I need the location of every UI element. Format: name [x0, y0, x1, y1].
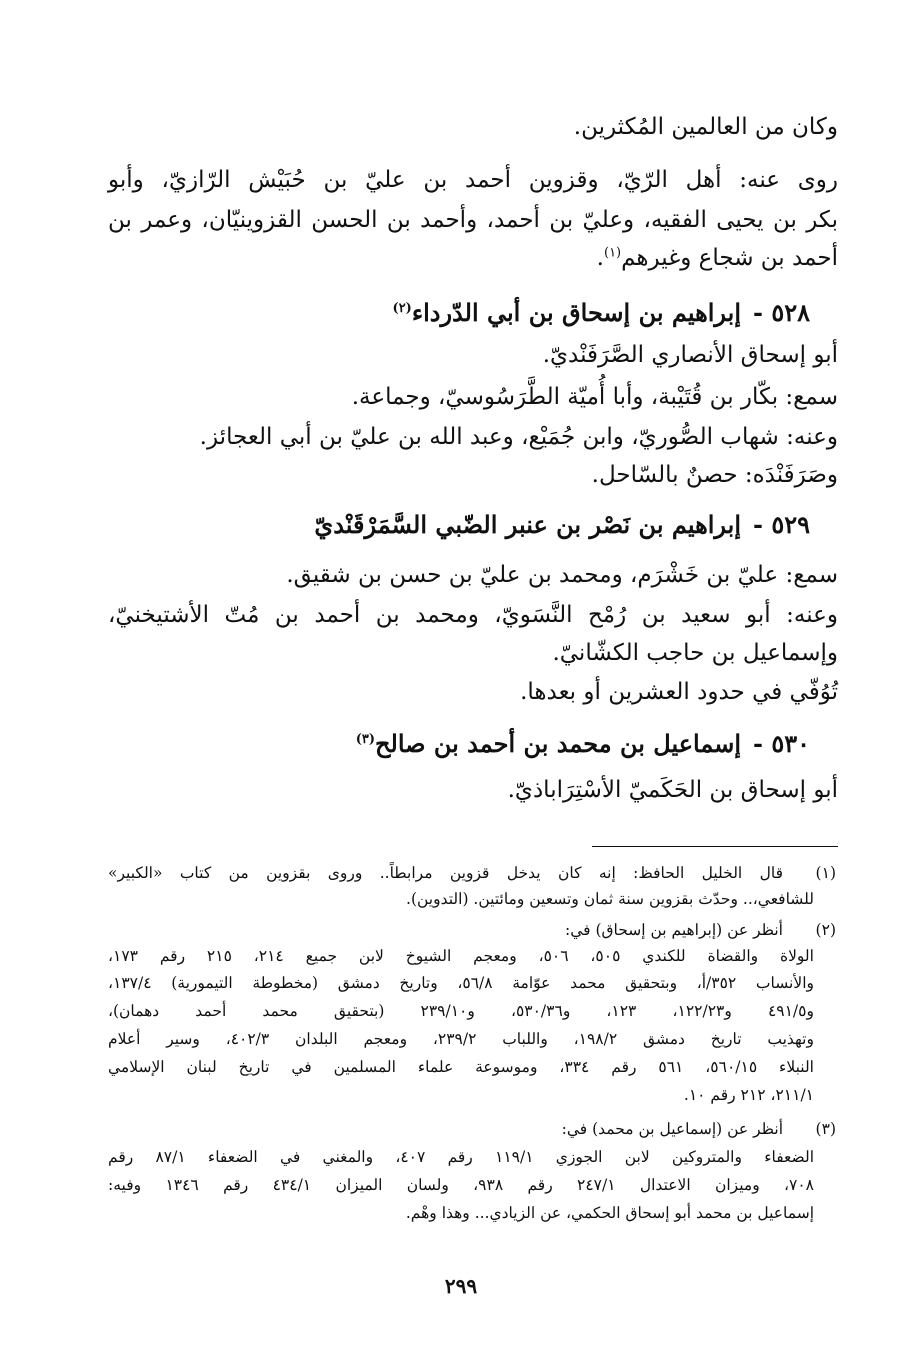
footnote-1-line-1: قال الخليل الحافظ: إنه كان يدخل قزوين مرابطاً.. وروى بقزوين من كتاب «الكبير»: [108, 864, 783, 882]
entry-name: إبراهيم بن إسحاق بن أبي الدّرداء: [411, 298, 741, 327]
entry-name: إبراهيم بن نَصْر بن عنبر الضّبي السَّمَرْقَنْديّ: [314, 510, 741, 539]
entry-529-line-3: وإسماعيل بن حاجب الكشّانيّ.: [552, 640, 838, 666]
footnote-2-line-5: وتهذيب تاريخ دمشق ١٩٨/٢، واللباب ٢٣٩/٢، ومعجم البلدان ٤٠٢/٣، وسير أعلام: [108, 1030, 814, 1048]
footnote-3-line-2: الضعفاء والمتروكين لابن الجوزي ١١٩/١ رقم ٤٠٧، والمغني في الضعفاء ٨٧/١ رقم: [108, 1148, 814, 1166]
footnote-3-line-3: ٧٠٨، وميزان الاعتدال ٢٤٧/١ رقم ٩٣٨، ولسان الميزان ٤٣٤/١ رقم ١٣٤٦ وفيه:: [108, 1176, 814, 1194]
footnote-2-line-6: النبلاء ٥٦٠/١٥، ٥٦١ رقم ٣٣٤، وموسوعة علماء المسلمين في تاريخ لبنان الإسلامي: [108, 1058, 814, 1076]
entry-529-line-2: وعنه: أبو سعيد بن رُمْح النَّسَويّ، ومحمد بن أحمد بن مُتّ الأشتيخنيّ،: [108, 602, 838, 628]
intro-line-4-text: أحمد بن شجاع وغيرهم: [621, 245, 838, 271]
entry-528-line-1: أبو إسحاق الأنصاري الصَّرَفَنْديّ.: [542, 342, 838, 368]
intro-line-4-end: .: [596, 245, 604, 271]
footnote-2-mark: (٢): [815, 921, 836, 939]
entry-528-line-3: وعنه: شهاب الصُّوريّ، وابن جُمَيْع، وعبد الله بن عليّ بن أبي العجائز.: [199, 424, 838, 450]
footnote-2-line-4: و٤٩١/٥ و١٢٢/٢٣، ١٢٣، و٥٣٠/٣٦، و٢٣٩/١٠ (بتحقيق محمد أحمد دهمان)،: [108, 1002, 814, 1020]
entry-number: ٥٢٩ -: [753, 510, 810, 539]
intro-line-1: وكان من العالمين المُكثرين.: [573, 114, 838, 140]
intro-line-2: روى عنه: أهل الرّيّ، وقزوين أحمد بن عليّ بن حُبَيْش الرّازيّ، وأبو: [108, 167, 838, 193]
entry-529-line-1: سمع: عليّ بن خَشْرَم، ومحمد بن عليّ بن حسن بن شقيق.: [286, 562, 838, 588]
entry-number: ٥٢٨ -: [753, 298, 810, 327]
intro-line-3: بكر بن يحيى الفقيه، وعليّ بن أحمد، وأحمد بن الحسن القزوينيّان، وعمر بن: [108, 207, 838, 233]
footnote-3-mark: (٣): [815, 1120, 836, 1138]
footnote-separator: [592, 846, 838, 847]
footnote-3-line-4: إسماعيل بن محمد أبو إسحاق الحكمي، عن الزيادي... وهذا وهْم.: [405, 1204, 814, 1222]
intro-line-4: [597, 243, 838, 273]
entry-530-heading: [356, 728, 810, 760]
footnote-ref-3[interactable]: (٣): [355, 732, 376, 747]
entry-528-line-4: وصَرَفَنْدَه: حصنٌ بالسّاحل.: [591, 462, 838, 488]
page-number: ٢٩٩: [444, 1274, 478, 1298]
entry-528-line-2: سمع: بكّار بن قُتَيْبة، وأبا أُميّة الطَّرَسُوسيّ، وجماعة.: [351, 384, 838, 410]
footnote-2-line-2: الولاة والقضاة للكندي ٥٠٥، ٥٠٦، ومعجم الشيوخ لابن جميع ٢١٤، ٢١٥ رقم ١٧٣،: [108, 947, 814, 965]
footnote-1-mark: (١): [815, 864, 836, 882]
entry-name: إسماعيل بن محمد بن أحمد بن صالح: [375, 729, 741, 758]
entry-number: ٥٣٠ -: [753, 729, 810, 758]
footnote-ref-1[interactable]: (١): [603, 245, 622, 261]
footnote-2-line-3: والأنساب ٣٥٢/أ، وبتحقيق محمد عوّامة ٥٦/٨، وتاريخ دمشق (مخطوطة التيمورية) ١٣٧/٤،: [108, 974, 814, 992]
entry-530-line-1: أبو إسحاق بن الحَكَميّ الأسْتِرَاباذيّ.: [507, 777, 838, 803]
footnote-2-line-7: ٢١١/١، ٢١٢ رقم ١٠.: [683, 1086, 814, 1104]
footnote-1-line-2: للشافعي،.. وحدّث بقزوين سنة ثمان وتسعين ومائتين. (التدوين).: [406, 890, 814, 908]
footnote-3-line-1: أنظر عن (إسماعيل بن محمد) في:: [561, 1120, 783, 1138]
entry-528-heading: [393, 297, 810, 329]
entry-529-heading: [314, 509, 810, 541]
footnote-ref-2[interactable]: (٢): [392, 301, 412, 316]
entry-529-line-4: تُوُفّي في حدود العشرين أو بعدها.: [520, 679, 838, 705]
footnote-2-line-1: أنظر عن (إبراهيم بن إسحاق) في:: [564, 921, 783, 939]
